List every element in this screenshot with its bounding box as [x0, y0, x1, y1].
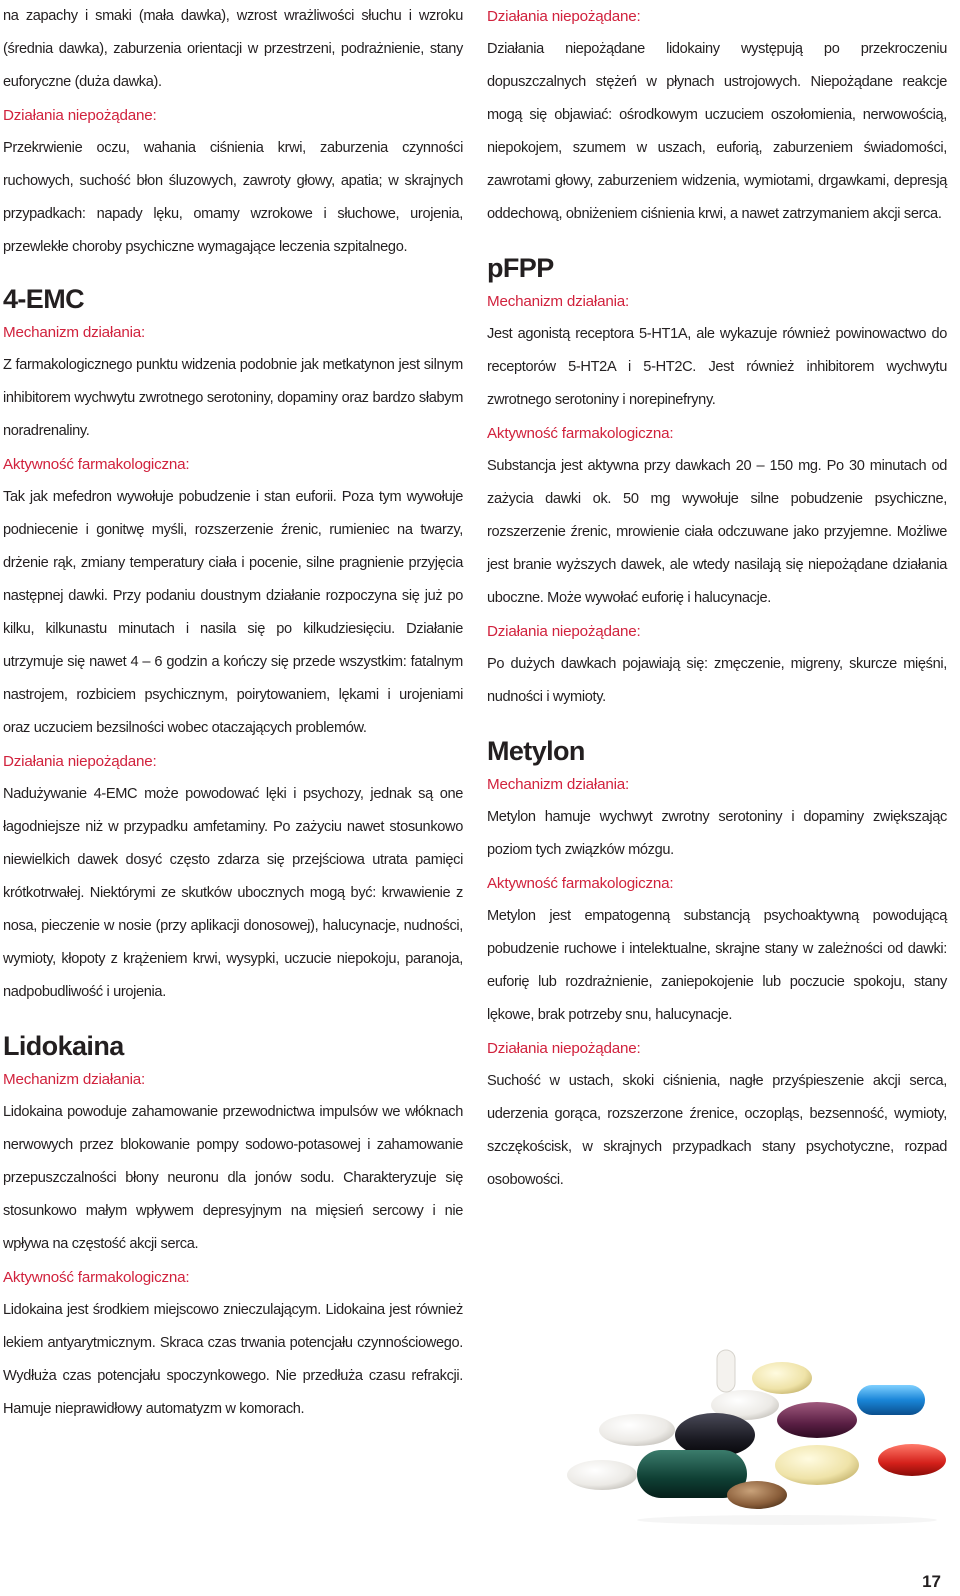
lido-mechanism-paragraph: Lidokaina powoduje zahamowanie przewodnictwa impulsów we włóknach nerwowych przez blokowanie pompy sodowo-potasowej i zahamowanie przepuszczalności błony neuronu dla jonów sodu. Charakteryzuje się stosunkowo małym wpływem depresyjnym na mięsień sercowy i nie wpływa na częstość akcji serca.: [3, 1104, 463, 1252]
emc-activity-label: Aktywność farmakologiczna:: [3, 456, 190, 473]
lido-side-effects-paragraph: Działania niepożądane lidokainy występują po przekroczeniu dopuszczalnych stężeń w płynach ustrojowych. Niepożądane reakcje mogą się objawiać: ośrodkowym uczuciem oszołomienia, nerwowością, niepokojem, szumem w uszach, euforią, zaburzeniem świadomości, zawrotami głowy, zaburzeniem widzenia, wymiotami, drgawkami, depresją oddechową, obniżeniem ciśnienia krwi, a nawet zatrzymaniem akcji serca.: [487, 41, 947, 222]
section-title-pfpp: pFPP: [487, 253, 554, 283]
lido-activity-label: Aktywność farmakologiczna:: [3, 1269, 190, 1286]
metylon-activity-label: Aktywność farmakologiczna:: [487, 875, 674, 892]
emc-mechanism-paragraph: Z farmakologicznego punktu widzenia podobnie jak metkatynon jest silnym inhibitorem wychwytu zwrotnego serotoniny, dopaminy oraz bardzo słabym noradrenaliny.: [3, 357, 463, 439]
intro-paragraph: na zapachy i smaki (mała dawka), wzrost wrażliwości słuchu i wzroku (średnia dawka), zaburzenia orientacji w przestrzeni, podrażnienie, stany euforyczne (duża dawka).: [3, 8, 463, 90]
right-column: [487, 0, 947, 1197]
emc-side-effects-label: Działania niepożądane:: [3, 753, 157, 770]
lido-mechanism-label: Mechanizm działania:: [3, 1071, 146, 1088]
side-effects-paragraph: Przekrwienie oczu, wahania ciśnienia krwi, zaburzenia czynności ruchowych, suchość błon śluzowych, zawroty głowy, apatia; w skrajnych przypadkach: napady lęku, omamy wzrokowe i słuchowe, urojenia, przewlekłe choroby psychiczne wymagające leczenia szpitalnego.: [3, 140, 463, 255]
metylon-side-effects-paragraph: Suchość w ustach, skoki ciśnienia, nagłe przyśpieszenie akcji serca, uderzenia gorąca, rozszerzone źrenice, oczopląs, bezsenność, wymioty, szczękościsk, w skrajnych przypadkach stany psychotyczne, rozpad osobowości.: [487, 1073, 947, 1188]
pfpp-side-effects-label: Działania niepożądane:: [487, 623, 641, 640]
metylon-mechanism-paragraph: Metylon hamuje wychwyt zwrotny serotoniny i dopaminy zwiększając poziom tych związków mózgu.: [487, 809, 947, 858]
metylon-side-effects-label: Działania niepożądane:: [487, 1040, 641, 1057]
section-title-4emc: 4-EMC: [3, 284, 85, 314]
side-effects-label: Działania niepożądane:: [3, 107, 157, 124]
pills-photo: [487, 1290, 960, 1530]
emc-mechanism-label: Mechanizm działania:: [3, 324, 146, 341]
section-title-metylon: Metylon: [487, 736, 585, 766]
pfpp-activity-paragraph: Substancja jest aktywna przy dawkach 20 – 150 mg. Po 30 minutach od zażycia dawki ok. 50 mg wywołuje silne pobudzenie psychiczne, rozszerzenie źrenic, mrowienie ciała odczuwane jako przyjemne. Możliwe jest branie wyższych dawek, ale wtedy nasilają się niepożądane działania uboczne. Może wywołać euforię i halucynacje.: [487, 458, 947, 606]
lido-side-effects-label: Działania niepożądane:: [487, 8, 641, 25]
pfpp-mechanism-label: Mechanizm działania:: [487, 293, 630, 310]
page-number: 17: [922, 1572, 941, 1591]
lido-activity-paragraph: Lidokaina jest środkiem miejscowo znieczulającym. Lidokaina jest również lekiem antyarytmicznym. Skraca czas trwania potencjału czynnościowego. Wydłuża czas potencjału spoczynkowego. Nie przedłuża czasu refrakcji. Hamuje nieprawidłowy automatyzm w komorach.: [3, 1302, 463, 1417]
pfpp-activity-label: Aktywność farmakologiczna:: [487, 425, 674, 442]
metylon-activity-paragraph: Metylon jest empatogenną substancją psychoaktywną powodującą pobudzenie ruchowe i intelektualne, skrajne stany w zależności od dawki: euforię lub rozdrażnienie, zaniepokojenie lub poczucie spokoju, stany lękowe, brak potrzeby snu, halucynacje.: [487, 908, 947, 1023]
left-column: [3, 0, 463, 1426]
pfpp-mechanism-paragraph: Jest agonistą receptora 5-HT1A, ale wykazuje również powinowactwo do receptorów 5-HT2A i 5-HT2C. Jest również inhibitorem wychwytu zwrotnego serotoniny i norepinefryny.: [487, 326, 947, 408]
emc-activity-paragraph: Tak jak mefedron wywołuje pobudzenie i stan euforii. Poza tym wywołuje podniecenie i gonitwę myśli, rozszerzenie źrenic, rumieniec na twarzy, drżenie rąk, zmiany temperatury ciała i pocenie, silne pragnienie przyjęcia następnej dawki. Przy podaniu doustnym działanie rozpoczyna się już po kilku, kilkunastu minutach i nasila się po kilkudziesięciu. Działanie utrzymuje się nawet 4 – 6 godzin a kończy się przede wszystkim: fatalnym nastrojem, rozbiciem psychicznym, poirytowaniem, lękami i urojeniami oraz uczuciem bezsilności wobec otaczających problemów.: [3, 489, 463, 736]
metylon-mechanism-label: Mechanizm działania:: [487, 776, 630, 793]
emc-side-effects-paragraph: Nadużywanie 4-EMC może powodować lęki i psychozy, jednak są one łagodniejsze niż w przypadku amfetaminy. Po zażyciu nawet stosunkowo niewielkich dawek dosyć często zdarza się przejściowa utrata pamięci krótkotrwałej. Niektórymi ze skutków ubocznych mogą być: krwawienie z nosa, pieczenie w nosie (przy aplikacji donosowej), halucynacje, nudności, wymioty, kłopoty z krążeniem krwi, wysypki, uczucie niepokoju, paranoja, nadpobudliwość i urojenia.: [3, 786, 463, 1000]
section-title-lidokaina: Lidokaina: [3, 1031, 124, 1061]
pfpp-side-effects-paragraph: Po dużych dawkach pojawiają się: zmęczenie, migreny, skurcze mięśni, nudności i wymioty.: [487, 656, 947, 705]
